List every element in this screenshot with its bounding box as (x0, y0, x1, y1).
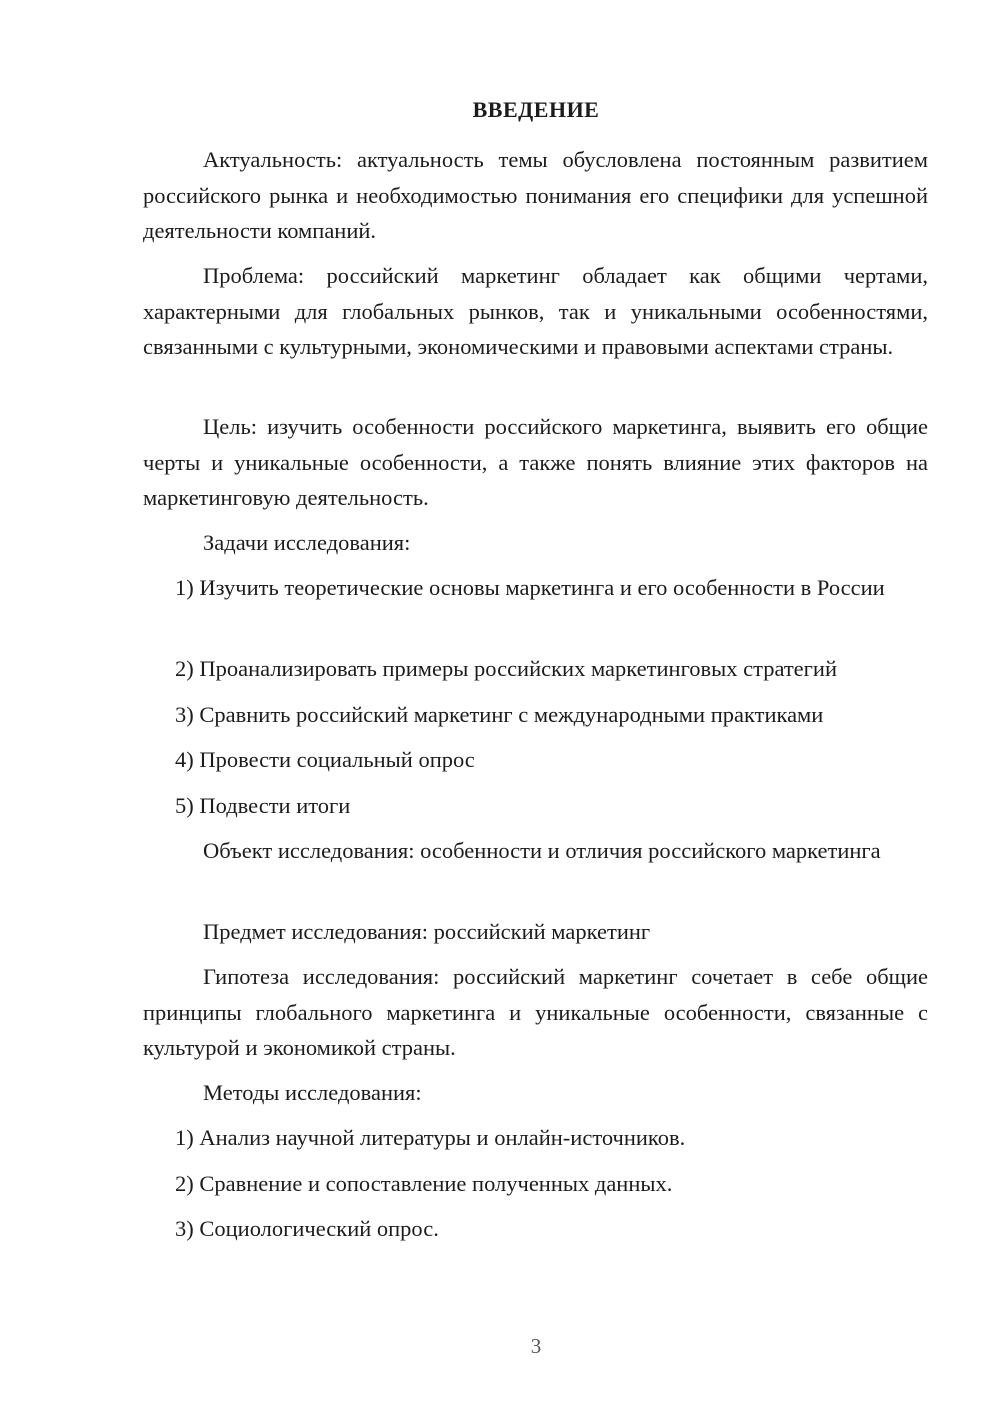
paragraph-methods-heading: Методы исследования: (203, 1080, 422, 1105)
list-item-task-1: 1) Изучить теоретические основы маркетинга и его особенности в России (175, 575, 885, 600)
list-item-task-5: 5) Подвести итоги (175, 793, 351, 818)
paragraph-tasks-heading: Задачи исследования: (203, 530, 411, 555)
paragraph-problem: Проблема: российский маркетинг обладает как общими чертами, характерными для глобальных рынков, так и уникальными особенностями, связанными с культурными, экономическими и правовыми аспектами страны. (143, 263, 928, 359)
list-item-task-4: 4) Провести социальный опрос (175, 747, 475, 772)
list-item-task-3: 3) Сравнить российский маркетинг с международными практиками (175, 702, 824, 727)
list-item-method-1: 1) Анализ научной литературы и онлайн-источников. (175, 1125, 686, 1150)
page-number: 3 (530, 1334, 542, 1358)
paragraph-subject: Предмет исследования: российский маркетинг (203, 919, 651, 944)
paragraph-relevance: Актуальность: актуальность темы обусловлена постоянным развитием российского рынка и необходимостью понимания его специфики для успешной деятельности компаний. (143, 147, 928, 243)
page-title: ВВЕДЕНИЕ (472, 97, 600, 122)
paragraph-hypothesis: Гипотеза исследования: российский маркетинг сочетает в себе общие принципы глобального маркетинга и уникальные особенности, связанные с культурой и экономикой страны. (143, 964, 928, 1060)
list-item-method-2: 2) Сравнение и сопоставление полученных данных. (175, 1171, 673, 1196)
paragraph-goal: Цель: изучить особенности российского маркетинга, выявить его общие черты и уникальные особенности, а также понять влияние этих факторов на маркетинговую деятельность. (143, 414, 928, 510)
list-item-method-3: 3) Социологический опрос. (175, 1216, 439, 1241)
list-item-task-2: 2) Проанализировать примеры российских маркетинговых стратегий (175, 656, 837, 681)
paragraph-object: Объект исследования: особенности и отличия российского маркетинга (203, 838, 881, 863)
